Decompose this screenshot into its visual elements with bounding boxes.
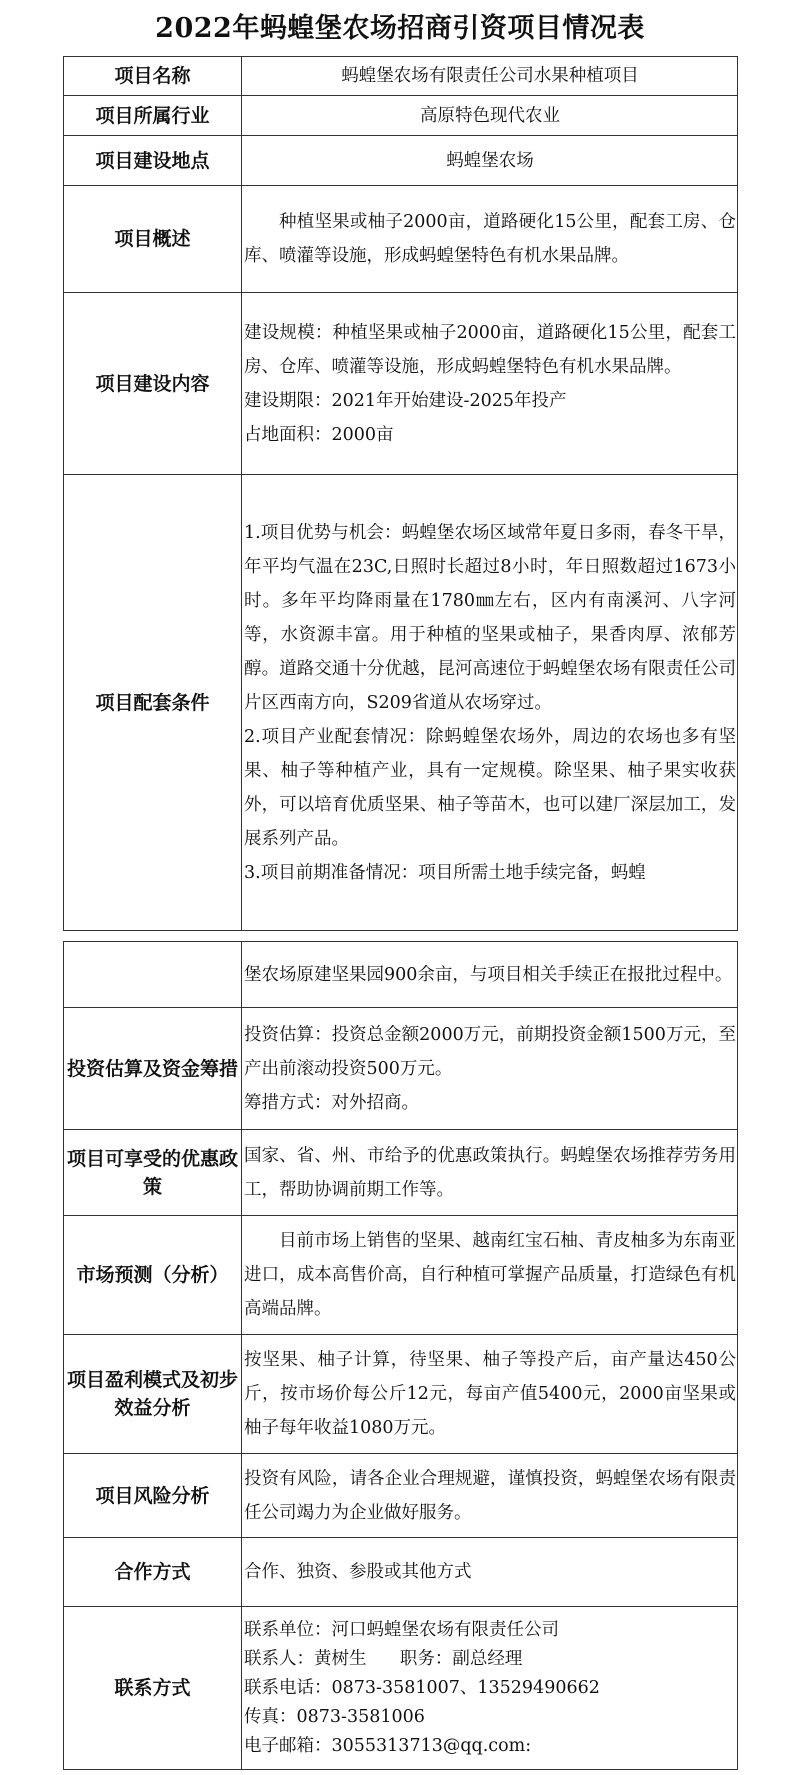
row-value-market: 目前市场上销售的坚果、越南红宝石柚、青皮柚多为东南亚进口，成本高售价高，自行种植可掌握产品质量，打造绿色有机高端品牌。 — [242, 1216, 738, 1335]
table-row — [64, 1008, 738, 1130]
row-label-industry: 项目所属行业 — [64, 96, 242, 136]
row-value-industry: 高原特色现代农业 — [242, 96, 738, 136]
table-row — [64, 942, 738, 1008]
conditions-line-advantages: 1.项目优势与机会：蚂蝗堡农场区域常年夏日多雨，春冬干旱，年平均气温在23C,日照时长超过8小时，年日照数超过1673小时。多年平均降雨量在1780㎜左右，区内有南溪河、八字河等，水资源丰富。用于种植的坚果或柚子，果香肉厚、浓郁芳醇。道路交通十分优越，昆河高速位于蚂蝗堡农场有限责任公司片区西南方向，S209省道从农场穿过。 — [244, 522, 736, 713]
contact-line-person: 联系人：黄树生 职务：副总经理 — [244, 1648, 523, 1669]
table-row — [64, 1216, 738, 1335]
table-row — [64, 475, 738, 931]
conditions-line-industry: 2.项目产业配套情况：除蚂蝗堡农场外，周边的农场也多有坚果、柚子等种植产业，具有一定规模。除坚果、柚子果实收获外，可以培育优质坚果、柚子等苗木，也可以建厂深层加工，发展系列产品。 — [244, 726, 736, 849]
row-label-policy: 项目可享受的优惠政策 — [64, 1130, 242, 1216]
row-label-location: 项目建设地点 — [64, 136, 242, 186]
row-value-overview: 种植坚果或柚子2000亩，道路硬化15公里，配套工房、仓库、喷灌等设施，形成蚂蝗堡特色有机水果品牌。 — [242, 186, 738, 293]
page-title: 2022年蚂蝗堡农场招商引资项目情况表 — [155, 13, 645, 44]
row-value-profit: 按坚果、柚子计算，待坚果、柚子等投产后，亩产量达450公斤，按市场价每公斤12元，每亩产值5400元，2000亩坚果或柚子每年收益1080万元。 — [242, 1335, 738, 1454]
table-row — [64, 1454, 738, 1538]
row-value-risk: 投资有风险，请各企业合理规避，谨慎投资，蚂蝗堡农场有限责任公司竭力为企业做好服务。 — [242, 1454, 738, 1538]
table-row — [64, 96, 738, 136]
table-row — [64, 1607, 738, 1770]
project-table-part-1 — [63, 56, 738, 931]
table-row — [64, 1335, 738, 1454]
content-line-period: 建设期限：2021年开始建设-2025年投产 — [244, 390, 567, 411]
row-value-conditions — [242, 475, 738, 931]
row-value-content — [242, 293, 738, 475]
investment-line-funding: 筹措方式：对外招商。 — [244, 1092, 419, 1113]
row-value-policy: 国家、省、州、市给予的优惠政策执行。蚂蝗堡农场推荐劳务用工，帮助协调前期工作等。 — [242, 1130, 738, 1216]
table-row — [64, 57, 738, 96]
project-table-part-2 — [63, 941, 738, 1770]
row-label-content: 项目建设内容 — [64, 293, 242, 475]
content-line-scale: 建设规模：种植坚果或柚子2000亩，道路硬化15公里，配套工房、仓库、喷灌等设施，形成蚂蝗堡特色有机水果品牌。 — [244, 322, 736, 377]
contact-line-fax: 传真：0873-3581006 — [244, 1706, 425, 1727]
contact-line-email: 电子邮箱：3055313713@qq.com: — [244, 1735, 532, 1756]
contact-line-phone: 联系电话：0873-3581007、13529490662 — [244, 1677, 600, 1698]
row-label-overview: 项目概述 — [64, 186, 242, 293]
table-row — [64, 293, 738, 475]
row-label-cooperation: 合作方式 — [64, 1538, 242, 1607]
row-value-name: 蚂蝗堡农场有限责任公司水果种植项目 — [242, 57, 738, 96]
row-value-conditions-continued: 堡农场原建坚果园900余亩，与项目相关手续正在报批过程中。 — [242, 942, 738, 1008]
content-line-area: 占地面积：2000亩 — [244, 424, 394, 445]
row-value-cooperation: 合作、独资、参股或其他方式 — [242, 1538, 738, 1607]
row-label-risk: 项目风险分析 — [64, 1454, 242, 1538]
table-row — [64, 186, 738, 293]
contact-line-unit: 联系单位：河口蚂蝗堡农场有限责任公司 — [244, 1619, 559, 1640]
row-label-profit: 项目盈利模式及初步效益分析 — [64, 1335, 242, 1454]
row-label-market: 市场预测（分析） — [64, 1216, 242, 1335]
row-label-investment: 投资估算及资金筹措 — [64, 1008, 242, 1130]
table-row — [64, 1130, 738, 1216]
row-value-location: 蚂蝗堡农场 — [242, 136, 738, 186]
row-label-name: 项目名称 — [64, 57, 242, 96]
row-label-conditions: 项目配套条件 — [64, 475, 242, 931]
row-label-continued — [64, 942, 242, 1008]
row-value-investment — [242, 1008, 738, 1130]
conditions-line-preparation: 3.项目前期准备情况：项目所需土地手续完备，蚂蝗 — [244, 862, 646, 883]
investment-line-estimate: 投资估算：投资总金额2000万元，前期投资金额1500万元，至产出前滚动投资500万元。 — [244, 1024, 736, 1079]
table-row — [64, 1538, 738, 1607]
row-value-contact — [242, 1607, 738, 1770]
row-label-contact: 联系方式 — [64, 1607, 242, 1770]
table-row — [64, 136, 738, 186]
